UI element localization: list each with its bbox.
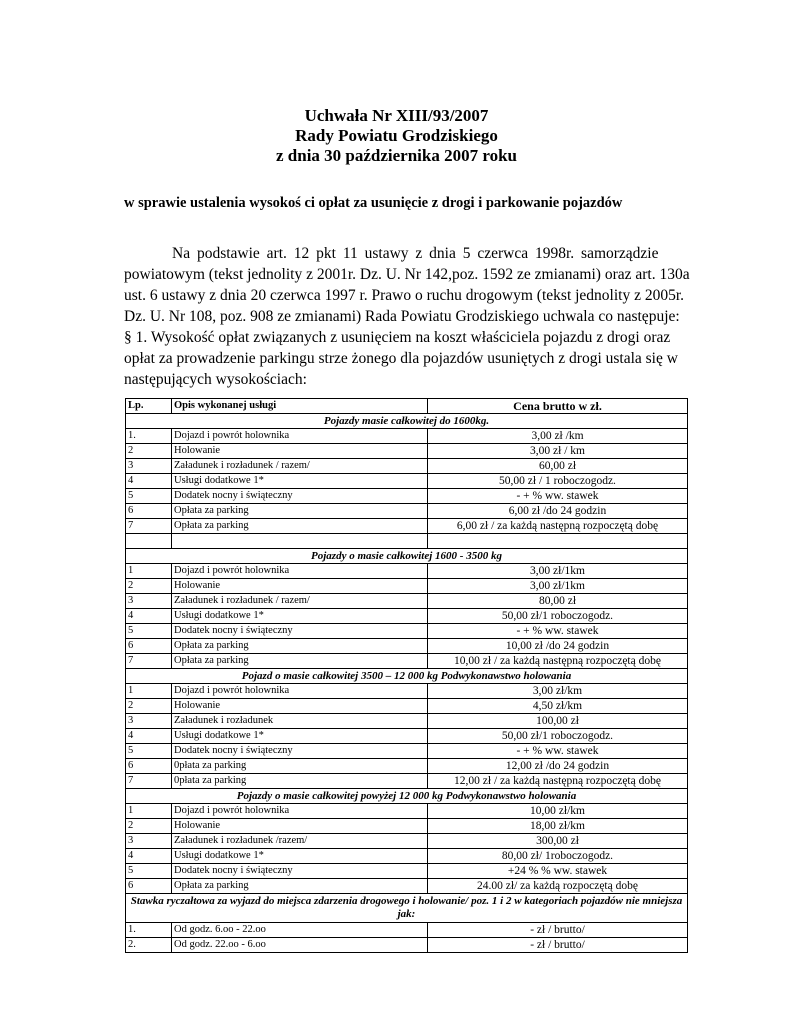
row-description: Usługi dodatkowe 1* bbox=[172, 474, 428, 489]
table-row bbox=[126, 849, 688, 864]
row-description: Dodatek nocny i świąteczny bbox=[172, 489, 428, 504]
section-title: Pojazdy o masie całkowitej 1600 - 3500 kg bbox=[126, 549, 688, 564]
row-price: 3,00 zł/1km bbox=[428, 564, 688, 579]
row-price: - zł / brutto/ bbox=[428, 923, 688, 938]
par1-line: opłat za prowadzenie parkingu strze żonego dla pojazdów usuniętych z drogi ustala się w bbox=[124, 350, 678, 367]
resolution-number: Uchwała Nr XIII/93/2007 bbox=[304, 106, 489, 125]
row-lp: 5 bbox=[126, 489, 172, 504]
fees-table bbox=[125, 398, 688, 953]
row-description: Usługi dodatkowe 1* bbox=[172, 849, 428, 864]
row-lp: 1 bbox=[126, 684, 172, 699]
table-row bbox=[126, 579, 688, 594]
table-row bbox=[126, 429, 688, 444]
spacer-cell bbox=[126, 534, 172, 549]
row-price: - zł / brutto/ bbox=[428, 938, 688, 953]
header-description: Opis wykonanej usługi bbox=[172, 399, 428, 414]
row-lp: 2 bbox=[126, 579, 172, 594]
table-row bbox=[126, 564, 688, 579]
council-name: Rady Powiatu Grodziskiego bbox=[295, 126, 498, 145]
row-description: Usługi dodatkowe 1* bbox=[172, 609, 428, 624]
row-price: 12,00 zł /do 24 godzin bbox=[428, 759, 688, 774]
intro-paragraph bbox=[124, 243, 690, 327]
row-price: 6,00 zł /do 24 godzin bbox=[428, 504, 688, 519]
row-price: - + % ww. stawek bbox=[428, 624, 688, 639]
row-description: Załadunek i rozładunek / razem/ bbox=[172, 459, 428, 474]
row-description: Dojazd i powrót holownika bbox=[172, 564, 428, 579]
spacer-row bbox=[126, 534, 688, 549]
row-lp: 5 bbox=[126, 624, 172, 639]
row-lp: 7 bbox=[126, 774, 172, 789]
row-price: 6,00 zł / za każdą następną rozpoczętą dobę bbox=[428, 519, 688, 534]
row-lp: 7 bbox=[126, 519, 172, 534]
table-row bbox=[126, 459, 688, 474]
row-description: Opłata za parking bbox=[172, 879, 428, 894]
intro-line: Na podstawie art. 12 pkt 11 ustawy z dnia 5 czerwca 1998r. samorządzie bbox=[172, 245, 659, 262]
row-lp: 4 bbox=[126, 729, 172, 744]
table-row bbox=[126, 938, 688, 953]
table-row bbox=[126, 759, 688, 774]
table-row bbox=[126, 444, 688, 459]
row-description: Załadunek i rozładunek bbox=[172, 714, 428, 729]
row-description: Dojazd i powrót holownika bbox=[172, 804, 428, 819]
spacer-cell bbox=[428, 534, 688, 549]
row-description: Dodatek nocny i świąteczny bbox=[172, 744, 428, 759]
section-header-row bbox=[126, 669, 688, 684]
row-description: Dojazd i powrót holownika bbox=[172, 429, 428, 444]
row-price: 10,00 zł /do 24 godzin bbox=[428, 639, 688, 654]
resolution-subject: w sprawie ustalenia wysokoś ci opłat za usunięcie z drogi i parkowanie pojazdów bbox=[124, 195, 623, 211]
row-lp: 1. bbox=[126, 923, 172, 938]
row-lp: 1. bbox=[126, 429, 172, 444]
table-row bbox=[126, 819, 688, 834]
row-price: 3,00 zł/km bbox=[428, 684, 688, 699]
row-price: 3,00 zł/1km bbox=[428, 579, 688, 594]
section-header-row bbox=[126, 789, 688, 804]
row-description: Od godz. 22.oo - 6.oo bbox=[172, 938, 428, 953]
intro-line: Dz. U. Nr 108, poz. 908 ze zmianami) Rada Powiatu Grodziskiego uchwala co następuje: bbox=[124, 308, 680, 325]
table-row bbox=[126, 654, 688, 669]
par1-line: § 1. Wysokość opłat związanych z usunięciem na koszt właściciela pojazdu z drogi oraz bbox=[124, 329, 671, 346]
fees-table-body bbox=[126, 414, 688, 953]
section-title: Pojazd o masie całkowitej 3500 – 12 000 kg Podwykonawstwo holowania bbox=[126, 669, 688, 684]
row-description: Holowanie bbox=[172, 699, 428, 714]
row-description: Usługi dodatkowe 1* bbox=[172, 729, 428, 744]
row-lp: 4 bbox=[126, 474, 172, 489]
section-header-row bbox=[126, 414, 688, 429]
row-price: 3,00 zł /km bbox=[428, 429, 688, 444]
section-header-row bbox=[126, 894, 688, 923]
row-price: 10,00 zł / za każdą następną rozpoczętą dobę bbox=[428, 654, 688, 669]
table-row bbox=[126, 594, 688, 609]
row-price: - + % ww. stawek bbox=[428, 744, 688, 759]
row-description: Opłata za parking bbox=[172, 504, 428, 519]
row-price: 80,00 zł/ 1roboczogodz. bbox=[428, 849, 688, 864]
intro-line: powiatowym (tekst jednolity z 2001r. Dz. U. Nr 142,poz. 1592 ze zmianami) oraz art. 130a bbox=[124, 266, 690, 283]
row-lp: 1 bbox=[126, 564, 172, 579]
table-row bbox=[126, 774, 688, 789]
row-lp: 3 bbox=[126, 594, 172, 609]
row-lp: 4 bbox=[126, 609, 172, 624]
row-lp: 1 bbox=[126, 804, 172, 819]
table-row bbox=[126, 744, 688, 759]
row-price: 50,00 zł/1 roboczogodz. bbox=[428, 609, 688, 624]
row-description: Opłata za parking bbox=[172, 519, 428, 534]
table-header-row bbox=[126, 399, 688, 414]
table-row bbox=[126, 923, 688, 938]
table-row bbox=[126, 519, 688, 534]
row-lp: 3 bbox=[126, 834, 172, 849]
row-lp: 2 bbox=[126, 699, 172, 714]
row-description: Holowanie bbox=[172, 579, 428, 594]
table-row bbox=[126, 684, 688, 699]
section-title: Stawka ryczałtowa za wyjazd do miejsca zdarzenia drogowego i holowanie/ poz. 1 i 2 w kategoriach pojazdów nie mniejsza jak: bbox=[126, 894, 688, 923]
table-row bbox=[126, 864, 688, 879]
row-description: Opłata za parking bbox=[172, 639, 428, 654]
row-lp: 7 bbox=[126, 654, 172, 669]
row-price: 12,00 zł / za każdą następną rozpoczętą dobę bbox=[428, 774, 688, 789]
header-price: Cena brutto w zł. bbox=[428, 399, 688, 414]
table-row bbox=[126, 699, 688, 714]
row-price: 3,00 zł / km bbox=[428, 444, 688, 459]
row-price: - + % ww. stawek bbox=[428, 489, 688, 504]
row-price: 80,00 zł bbox=[428, 594, 688, 609]
paragraph-1 bbox=[124, 327, 678, 390]
table-row bbox=[126, 609, 688, 624]
row-price: 4,50 zł/km bbox=[428, 699, 688, 714]
intro-line: ust. 6 ustawy z dnia 20 czerwca 1997 r. Prawo o ruchu drogowym (tekst jednolity z 2005r. bbox=[124, 287, 685, 304]
row-lp: 6 bbox=[126, 639, 172, 654]
row-lp: 5 bbox=[126, 744, 172, 759]
table-row bbox=[126, 504, 688, 519]
row-lp: 6 bbox=[126, 879, 172, 894]
row-lp: 4 bbox=[126, 849, 172, 864]
row-lp: 2. bbox=[126, 938, 172, 953]
row-price: 300,00 zł bbox=[428, 834, 688, 849]
row-description: Opłata za parking bbox=[172, 654, 428, 669]
table-row bbox=[126, 639, 688, 654]
row-description: Od godz. 6.oo - 22.oo bbox=[172, 923, 428, 938]
table-row bbox=[126, 804, 688, 819]
row-description: Załadunek i rozładunek / razem/ bbox=[172, 594, 428, 609]
row-price: 18,00 zł/km bbox=[428, 819, 688, 834]
table-row bbox=[126, 879, 688, 894]
row-lp: 5 bbox=[126, 864, 172, 879]
row-description: Holowanie bbox=[172, 819, 428, 834]
section-title: Pojazdy masie całkowitej do 1600kg. bbox=[126, 414, 688, 429]
row-lp: 2 bbox=[126, 819, 172, 834]
row-price: +24 % % ww. stawek bbox=[428, 864, 688, 879]
table-row bbox=[126, 624, 688, 639]
par1-line: następujących wysokościach: bbox=[124, 371, 307, 388]
row-lp: 3 bbox=[126, 714, 172, 729]
row-description: Dodatek nocny i świąteczny bbox=[172, 864, 428, 879]
table-row bbox=[126, 714, 688, 729]
row-lp: 6 bbox=[126, 759, 172, 774]
row-price: 60,00 zł bbox=[428, 459, 688, 474]
resolution-date: z dnia 30 października 2007 roku bbox=[275, 146, 518, 165]
row-description: Holowanie bbox=[172, 444, 428, 459]
row-lp: 6 bbox=[126, 504, 172, 519]
table-row bbox=[126, 474, 688, 489]
section-header-row bbox=[126, 549, 688, 564]
row-lp: 2 bbox=[126, 444, 172, 459]
row-price: 100,00 zł bbox=[428, 714, 688, 729]
row-description: Załadunek i rozładunek /razem/ bbox=[172, 834, 428, 849]
row-description: Dojazd i powrót holownika bbox=[172, 684, 428, 699]
header-lp: Lp. bbox=[126, 399, 172, 414]
spacer-cell bbox=[172, 534, 428, 549]
table-row bbox=[126, 729, 688, 744]
table-row bbox=[126, 834, 688, 849]
row-price: 24.00 zł/ za każdą rozpoczętą dobę bbox=[428, 879, 688, 894]
row-price: 10,00 zł/km bbox=[428, 804, 688, 819]
row-description: Dodatek nocny i świąteczny bbox=[172, 624, 428, 639]
row-lp: 3 bbox=[126, 459, 172, 474]
row-description: 0płata za parking bbox=[172, 759, 428, 774]
table-row bbox=[126, 489, 688, 504]
section-title: Pojazdy o masie całkowitej powyżej 12 000 kg Podwykonawstwo holowania bbox=[126, 789, 688, 804]
row-price: 50,00 zł / 1 roboczogodz. bbox=[428, 474, 688, 489]
row-price: 50,00 zł/1 roboczogodz. bbox=[428, 729, 688, 744]
row-description: 0płata za parking bbox=[172, 774, 428, 789]
